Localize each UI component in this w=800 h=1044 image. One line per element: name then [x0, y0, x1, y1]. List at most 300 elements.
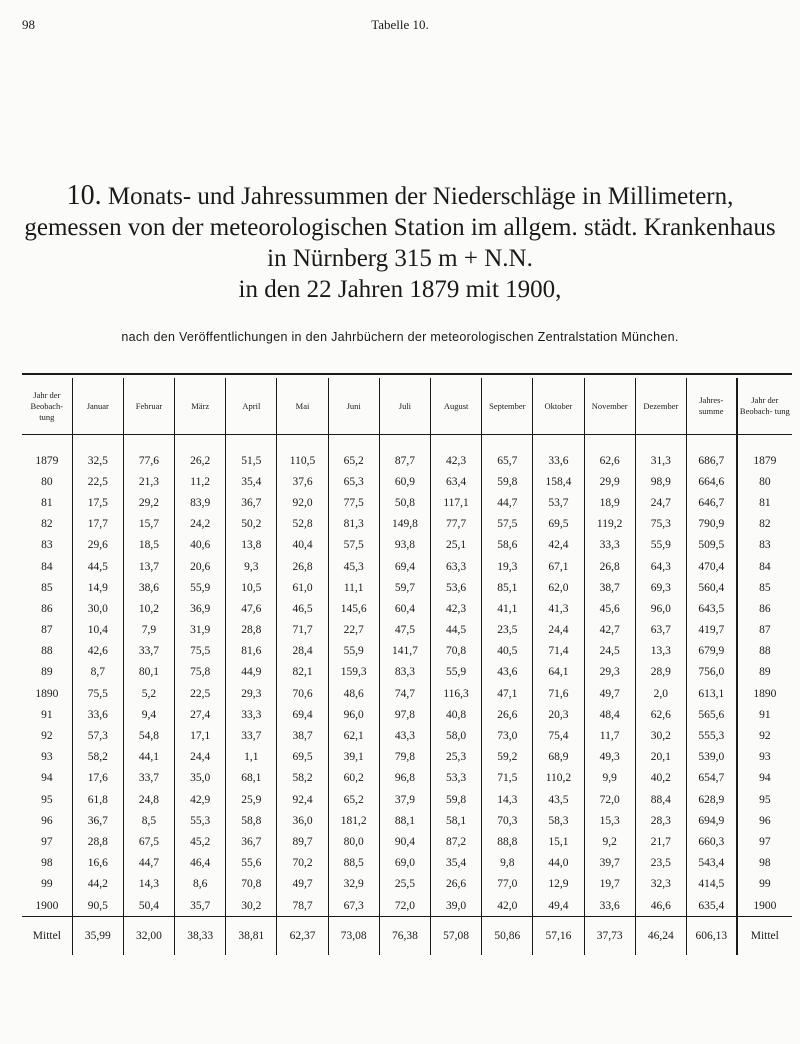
value-cell: 50,86	[482, 917, 533, 956]
year-cell: 80	[41, 475, 53, 488]
top-rule	[22, 373, 792, 375]
value-cell: 69,4	[379, 556, 430, 577]
value-cell: 17,7	[72, 514, 123, 535]
value-cell: 10,4	[72, 620, 123, 641]
table-row	[22, 514, 792, 535]
title-number: 10.	[66, 180, 102, 211]
value-cell: 7,9	[123, 620, 174, 641]
year-cell: 83	[737, 535, 792, 556]
value-cell: 15,3	[584, 810, 635, 831]
value-cell: 28,9	[635, 662, 686, 683]
value-cell: 5,2	[123, 683, 174, 704]
annual-sum-cell: 694,9	[686, 810, 736, 831]
year-cell: Mittel	[22, 917, 72, 956]
value-cell: 42,4	[533, 535, 584, 556]
value-cell: 45,6	[584, 598, 635, 619]
year-cell: 99	[41, 878, 53, 891]
value-cell: 61,0	[277, 577, 328, 598]
value-cell: 81,3	[328, 514, 379, 535]
value-cell: 88,5	[328, 853, 379, 874]
value-cell: 68,1	[226, 768, 277, 789]
value-cell: 25,3	[431, 747, 482, 768]
value-cell: 38,7	[584, 577, 635, 598]
value-cell: 43,5	[533, 789, 584, 810]
value-cell: 83,3	[379, 662, 430, 683]
value-cell: 28,8	[72, 831, 123, 852]
value-cell: 20,1	[635, 747, 686, 768]
value-cell: 40,5	[482, 641, 533, 662]
annual-sum-cell: 660,3	[686, 831, 736, 852]
value-cell: 32,9	[328, 874, 379, 895]
value-cell: 33,6	[533, 450, 584, 471]
table-row	[22, 471, 792, 492]
table-row	[22, 810, 792, 831]
value-cell: 53,3	[431, 768, 482, 789]
value-cell: 63,3	[431, 556, 482, 577]
value-cell: 42,6	[72, 641, 123, 662]
value-cell: 52,8	[277, 514, 328, 535]
year-cell: 85	[737, 577, 792, 598]
value-cell: 46,24	[635, 917, 686, 956]
column-header: März	[175, 378, 226, 435]
year-cell: 86	[41, 602, 53, 615]
year-cell: 96	[737, 810, 792, 831]
value-cell: 44,1	[123, 747, 174, 768]
annual-sum-cell: 756,0	[686, 662, 736, 683]
value-cell: 41,3	[533, 598, 584, 619]
value-cell: 35,0	[175, 768, 226, 789]
value-cell: 8,6	[175, 874, 226, 895]
value-cell: 44,5	[431, 620, 482, 641]
year-cell: 98	[737, 853, 792, 874]
value-cell: 149,8	[379, 514, 430, 535]
value-cell: 33,3	[584, 535, 635, 556]
year-cell: 89	[737, 662, 792, 683]
spacer-cell	[431, 435, 482, 451]
year-cell: 84	[737, 556, 792, 577]
year-cell: 95	[737, 789, 792, 810]
value-cell: 39,0	[431, 895, 482, 917]
year-cell: 95	[41, 793, 53, 806]
column-header: Dezember	[635, 378, 686, 435]
title-line-1	[0, 180, 800, 212]
value-cell: 20,6	[175, 556, 226, 577]
value-cell: 73,0	[482, 725, 533, 746]
year-cell: 1879	[35, 454, 59, 467]
year-cell: 88	[737, 641, 792, 662]
annual-sum-cell: 643,5	[686, 598, 736, 619]
value-cell: 159,3	[328, 662, 379, 683]
value-cell: 55,6	[226, 853, 277, 874]
value-cell: 23,5	[635, 853, 686, 874]
table-row	[22, 853, 792, 874]
year-cell: 88	[41, 645, 53, 658]
value-cell: 65,7	[482, 450, 533, 471]
value-cell: 16,6	[72, 853, 123, 874]
value-cell: 36,0	[277, 810, 328, 831]
value-cell: 69,0	[379, 853, 430, 874]
value-cell: 44,7	[123, 853, 174, 874]
title-line-4: in den 22 Jahren 1879 mit 1900,	[238, 276, 562, 303]
year-cell: 93	[737, 747, 792, 768]
value-cell: 36,9	[175, 598, 226, 619]
value-cell: 83,9	[175, 492, 226, 513]
value-cell: 88,4	[635, 789, 686, 810]
spacer-cell	[584, 435, 635, 451]
value-cell: 181,2	[328, 810, 379, 831]
value-cell: 32,00	[123, 917, 174, 956]
value-cell: 110,2	[533, 768, 584, 789]
value-cell: 26,8	[277, 556, 328, 577]
value-cell: 9,2	[584, 831, 635, 852]
value-cell: 70,6	[277, 683, 328, 704]
value-cell: 71,6	[533, 683, 584, 704]
value-cell: 38,7	[277, 725, 328, 746]
value-cell: 72,0	[379, 895, 430, 917]
value-cell: 75,5	[72, 683, 123, 704]
column-header: August	[431, 378, 482, 435]
value-cell: 13,7	[123, 556, 174, 577]
value-cell: 33,7	[123, 641, 174, 662]
spacer-cell	[226, 435, 277, 451]
table-row	[22, 450, 792, 471]
value-cell: 77,6	[123, 450, 174, 471]
table-row	[22, 641, 792, 662]
value-cell: 36,7	[226, 492, 277, 513]
table-row	[22, 598, 792, 619]
column-header: Jahr der Beobach- tung	[22, 378, 72, 435]
value-cell: 35,7	[175, 895, 226, 917]
year-cell: 1900	[35, 899, 59, 912]
annual-sum-cell: 555,3	[686, 725, 736, 746]
value-cell: 158,4	[533, 471, 584, 492]
value-cell: 33,6	[72, 704, 123, 725]
value-cell: 119,2	[584, 514, 635, 535]
value-cell: 39,7	[584, 853, 635, 874]
value-cell: 38,6	[123, 577, 174, 598]
value-cell: 35,4	[431, 853, 482, 874]
table-row	[22, 704, 792, 725]
value-cell: 70,8	[431, 641, 482, 662]
value-cell: 67,1	[533, 556, 584, 577]
value-cell: 22,5	[72, 471, 123, 492]
value-cell: 25,9	[226, 789, 277, 810]
value-cell: 96,8	[379, 768, 430, 789]
value-cell: 87,2	[431, 831, 482, 852]
year-cell: 92	[737, 725, 792, 746]
spacer-cell	[123, 435, 174, 451]
value-cell: 29,3	[584, 662, 635, 683]
value-cell: 12,9	[533, 874, 584, 895]
value-cell: 44,0	[533, 853, 584, 874]
table-row	[22, 662, 792, 683]
value-cell: 48,6	[328, 683, 379, 704]
year-cell: 99	[737, 874, 792, 895]
value-cell: 14,3	[482, 789, 533, 810]
year-cell: Mittel	[737, 917, 792, 956]
year-cell: 87	[737, 620, 792, 641]
table-row	[22, 556, 792, 577]
value-cell: 55,9	[635, 535, 686, 556]
value-cell: 60,4	[379, 598, 430, 619]
value-cell: 40,2	[635, 768, 686, 789]
value-cell: 58,8	[226, 810, 277, 831]
value-cell: 44,2	[72, 874, 123, 895]
value-cell: 21,3	[123, 471, 174, 492]
table-row	[22, 577, 792, 598]
value-cell: 63,7	[635, 620, 686, 641]
value-cell: 9,8	[482, 853, 533, 874]
annual-sum-cell: 664,6	[686, 471, 736, 492]
value-cell: 49,4	[533, 895, 584, 917]
value-cell: 11,1	[328, 577, 379, 598]
value-cell: 33,3	[226, 704, 277, 725]
annual-sum-cell: 686,7	[686, 450, 736, 471]
annual-sum-cell: 560,4	[686, 577, 736, 598]
value-cell: 64,3	[635, 556, 686, 577]
value-cell: 26,2	[175, 450, 226, 471]
column-header: Jahr der Beobach- tung	[737, 378, 792, 435]
value-cell: 9,4	[123, 704, 174, 725]
annual-sum-cell: 606,13	[686, 917, 736, 956]
year-cell: 84	[41, 560, 53, 573]
value-cell: 23,5	[482, 620, 533, 641]
value-cell: 30,2	[226, 895, 277, 917]
value-cell: 77,0	[482, 874, 533, 895]
table-row	[22, 535, 792, 556]
value-cell: 14,9	[72, 577, 123, 598]
value-cell: 51,5	[226, 450, 277, 471]
value-cell: 31,3	[635, 450, 686, 471]
title-line-3: in Nürnberg 315 m + N.N.	[267, 245, 533, 272]
page-number: 98	[22, 17, 35, 32]
value-cell: 58,0	[431, 725, 482, 746]
value-cell: 10,2	[123, 598, 174, 619]
value-cell: 92,4	[277, 789, 328, 810]
value-cell: 42,9	[175, 789, 226, 810]
year-cell: 89	[41, 666, 53, 679]
title-text-1: Monats- und Jahressummen der Niederschläge in Millimetern,	[107, 183, 734, 210]
value-cell: 44,7	[482, 492, 533, 513]
annual-sum-cell: 414,5	[686, 874, 736, 895]
spacer-cell	[328, 435, 379, 451]
annual-sum-cell: 565,6	[686, 704, 736, 725]
running-head: Tabelle 10.	[371, 17, 429, 32]
header-row	[22, 378, 792, 435]
value-cell: 30,0	[72, 598, 123, 619]
value-cell: 65,2	[328, 450, 379, 471]
value-cell: 24,8	[123, 789, 174, 810]
value-cell: 11,2	[175, 471, 226, 492]
annual-sum-cell: 613,1	[686, 683, 736, 704]
value-cell: 22,5	[175, 683, 226, 704]
value-cell: 31,9	[175, 620, 226, 641]
value-cell: 24,4	[175, 747, 226, 768]
value-cell: 60,2	[328, 768, 379, 789]
value-cell: 47,5	[379, 620, 430, 641]
value-cell: 93,8	[379, 535, 430, 556]
value-cell: 14,3	[123, 874, 174, 895]
value-cell: 78,7	[277, 895, 328, 917]
value-cell: 19,3	[482, 556, 533, 577]
value-cell: 20,3	[533, 704, 584, 725]
value-cell: 46,4	[175, 853, 226, 874]
value-cell: 8,7	[72, 662, 123, 683]
value-cell: 62,1	[328, 725, 379, 746]
spacer-cell	[686, 435, 736, 451]
value-cell: 96,0	[635, 598, 686, 619]
year-cell: 85	[41, 581, 53, 594]
annual-sum-cell: 419,7	[686, 620, 736, 641]
value-cell: 55,3	[175, 810, 226, 831]
value-cell: 32,5	[72, 450, 123, 471]
value-cell: 48,4	[584, 704, 635, 725]
value-cell: 59,8	[431, 789, 482, 810]
value-cell: 75,4	[533, 725, 584, 746]
value-cell: 36,7	[72, 810, 123, 831]
value-cell: 57,5	[482, 514, 533, 535]
year-cell: 82	[41, 518, 53, 531]
value-cell: 61,8	[72, 789, 123, 810]
year-cell: 1890	[737, 683, 792, 704]
year-cell: 80	[737, 471, 792, 492]
value-cell: 32,3	[635, 874, 686, 895]
value-cell: 28,3	[635, 810, 686, 831]
value-cell: 67,3	[328, 895, 379, 917]
value-cell: 29,9	[584, 471, 635, 492]
value-cell: 49,3	[584, 747, 635, 768]
spacer-cell	[72, 435, 123, 451]
column-header: Juni	[328, 378, 379, 435]
year-cell: 96	[41, 814, 53, 827]
value-cell: 44,9	[226, 662, 277, 683]
value-cell: 18,9	[584, 492, 635, 513]
value-cell: 40,8	[431, 704, 482, 725]
year-cell: 87	[41, 624, 53, 637]
value-cell: 41,1	[482, 598, 533, 619]
value-cell: 8,5	[123, 810, 174, 831]
table-row	[22, 768, 792, 789]
value-cell: 58,2	[277, 768, 328, 789]
value-cell: 49,7	[584, 683, 635, 704]
value-cell: 57,08	[431, 917, 482, 956]
value-cell: 90,4	[379, 831, 430, 852]
value-cell: 71,7	[277, 620, 328, 641]
value-cell: 13,8	[226, 535, 277, 556]
year-cell: 97	[737, 831, 792, 852]
value-cell: 92,0	[277, 492, 328, 513]
value-cell: 117,1	[431, 492, 482, 513]
value-cell: 71,4	[533, 641, 584, 662]
value-cell: 63,4	[431, 471, 482, 492]
value-cell: 62,6	[584, 450, 635, 471]
column-header: Jahres- summe	[686, 378, 736, 435]
value-cell: 42,3	[431, 598, 482, 619]
value-cell: 71,5	[482, 768, 533, 789]
value-cell: 50,4	[123, 895, 174, 917]
value-cell: 26,6	[482, 704, 533, 725]
value-cell: 24,2	[175, 514, 226, 535]
value-cell: 58,3	[533, 810, 584, 831]
value-cell: 62,0	[533, 577, 584, 598]
value-cell: 98,9	[635, 471, 686, 492]
year-cell: 1890	[35, 687, 59, 700]
value-cell: 15,1	[533, 831, 584, 852]
table-title	[0, 180, 800, 305]
column-header: Februar	[123, 378, 174, 435]
value-cell: 37,73	[584, 917, 635, 956]
value-cell: 82,1	[277, 662, 328, 683]
precipitation-table	[22, 378, 792, 955]
value-cell: 110,5	[277, 450, 328, 471]
value-cell: 50,8	[379, 492, 430, 513]
value-cell: 53,7	[533, 492, 584, 513]
value-cell: 57,5	[328, 535, 379, 556]
value-cell: 70,2	[277, 853, 328, 874]
value-cell: 9,3	[226, 556, 277, 577]
table-row	[22, 492, 792, 513]
value-cell: 17,1	[175, 725, 226, 746]
value-cell: 45,3	[328, 556, 379, 577]
value-cell: 18,5	[123, 535, 174, 556]
value-cell: 69,5	[277, 747, 328, 768]
annual-sum-cell: 509,5	[686, 535, 736, 556]
spacer-cell	[635, 435, 686, 451]
value-cell: 43,6	[482, 662, 533, 683]
value-cell: 42,0	[482, 895, 533, 917]
value-cell: 26,6	[431, 874, 482, 895]
value-cell: 10,5	[226, 577, 277, 598]
column-header: Januar	[72, 378, 123, 435]
value-cell: 44,5	[72, 556, 123, 577]
value-cell: 53,6	[431, 577, 482, 598]
value-cell: 141,7	[379, 641, 430, 662]
value-cell: 70,8	[226, 874, 277, 895]
value-cell: 1,1	[226, 747, 277, 768]
value-cell: 68,9	[533, 747, 584, 768]
table-row	[22, 895, 792, 917]
value-cell: 116,3	[431, 683, 482, 704]
value-cell: 77,5	[328, 492, 379, 513]
annual-sum-cell: 654,7	[686, 768, 736, 789]
value-cell: 97,8	[379, 704, 430, 725]
value-cell: 33,7	[123, 768, 174, 789]
spacer-cell	[533, 435, 584, 451]
value-cell: 54,8	[123, 725, 174, 746]
annual-sum-cell: 628,9	[686, 789, 736, 810]
value-cell: 96,0	[328, 704, 379, 725]
value-cell: 67,5	[123, 831, 174, 852]
value-cell: 47,6	[226, 598, 277, 619]
value-cell: 27,4	[175, 704, 226, 725]
spacer-cell	[175, 435, 226, 451]
value-cell: 40,6	[175, 535, 226, 556]
value-cell: 25,1	[431, 535, 482, 556]
value-cell: 21,7	[635, 831, 686, 852]
value-cell: 74,7	[379, 683, 430, 704]
year-cell: 94	[737, 768, 792, 789]
value-cell: 80,0	[328, 831, 379, 852]
source-note: nach den Veröffentlichungen in den Jahrbüchern der meteorologischen Zentralstation München.	[121, 330, 679, 344]
value-cell: 2,0	[635, 683, 686, 704]
value-cell: 57,16	[533, 917, 584, 956]
table-row	[22, 874, 792, 895]
value-cell: 42,7	[584, 620, 635, 641]
value-cell: 70,3	[482, 810, 533, 831]
year-cell: 91	[41, 708, 53, 721]
annual-sum-cell: 635,4	[686, 895, 736, 917]
value-cell: 59,2	[482, 747, 533, 768]
